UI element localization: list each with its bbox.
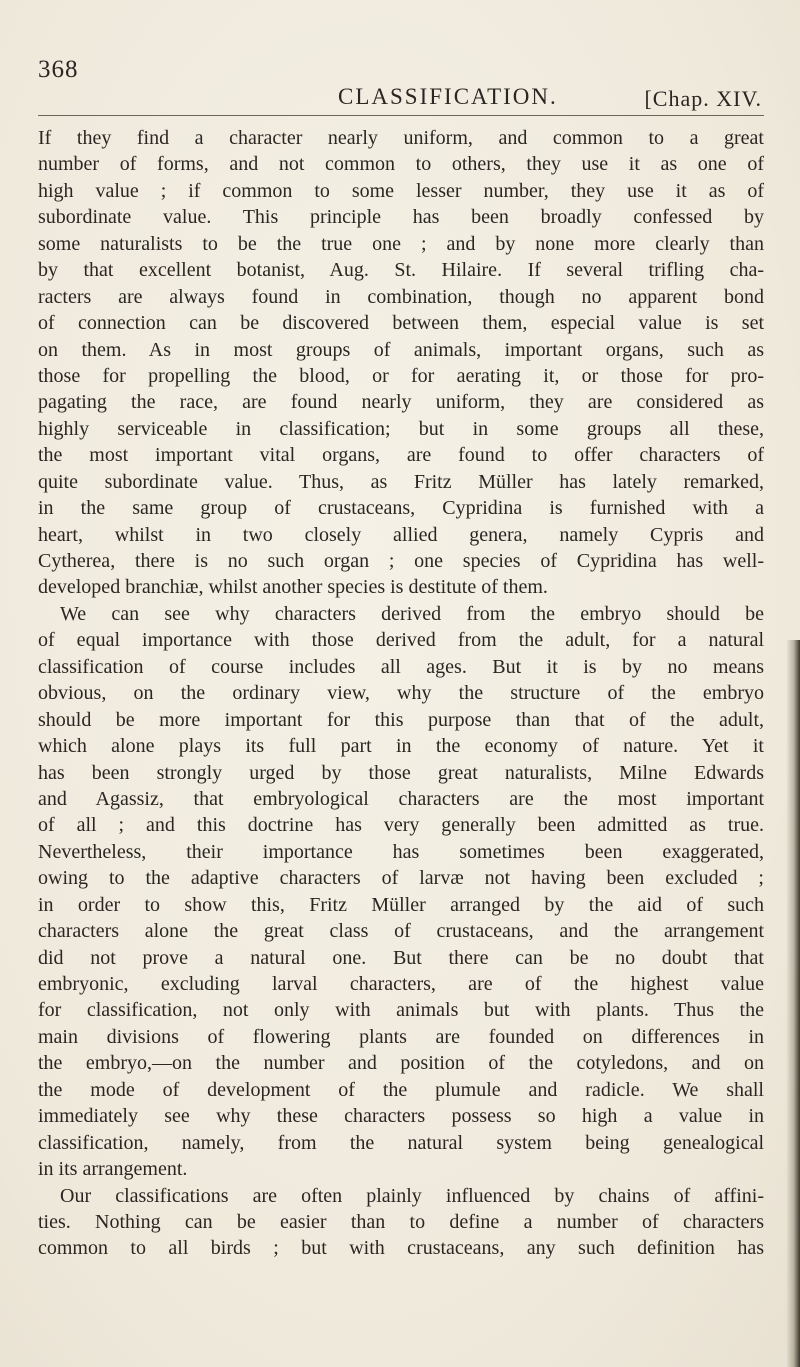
text-line: high value ; if common to some lesser number, they use it as of — [38, 179, 764, 202]
text-line: common to all birds ; but with crustaceans, any such definition has — [38, 1237, 764, 1260]
text-line: highly serviceable in classification; but in some groups all these, — [38, 417, 764, 440]
text-line: the mode of development of the plumule and radicle. We shall — [38, 1078, 764, 1101]
text-line: heart, whilst in two closely allied genera, namely Cypris and — [38, 523, 764, 546]
text-line: embryonic, excluding larval characters, are of the highest value — [38, 973, 764, 995]
page-header — [38, 58, 764, 110]
text-line: If they find a character nearly uniform, and common to a great — [38, 127, 764, 149]
text-line: of equal importance with those derived from the adult, for a natural — [38, 629, 764, 652]
text-line: We can see why characters derived from the embryo should be — [60, 602, 764, 625]
text-line: has been strongly urged by those great naturalists, Milne Edwards — [38, 761, 764, 784]
text-line: quite subordinate value. Thus, as Fritz Müller has lately remarked, — [38, 470, 764, 493]
text-line: classification of course includes all ages. But it is by no means — [38, 655, 764, 678]
text-line: number of forms, and not common to others, they use it as one of — [38, 153, 764, 176]
text-line: by that excellent botanist, Aug. St. Hilaire. If several trifling cha- — [38, 259, 764, 282]
text-line: pagating the race, are found nearly uniform, they are considered as — [38, 391, 764, 414]
text-line: racters are always found in combination, though no apparent bond — [38, 285, 764, 308]
text-line: which alone plays its full part in the economy of nature. Yet it — [38, 735, 764, 758]
text-line: main divisions of flowering plants are founded on differences in — [38, 1025, 764, 1048]
text-line: Cytherea, there is no such organ ; one species of Cypridina has well- — [38, 550, 764, 572]
text-line: immediately see why these characters possess so high a value in — [38, 1105, 764, 1128]
text-line: in the same group of crustaceans, Cypridina is furnished with a — [38, 497, 764, 520]
page-edge-shadow — [786, 640, 800, 1367]
page-number: 368 — [38, 56, 79, 83]
text-line: the embryo,—on the number and position of the cotyledons, and on — [38, 1052, 764, 1075]
running-title: CLASSIFICATION. — [338, 84, 558, 109]
text-line: the most important vital organs, are found to offer characters of — [38, 444, 764, 467]
text-line: for classification, not only with animals but with plants. Thus the — [38, 999, 764, 1022]
text-line: developed branchiæ, whilst another species is destitute of them. — [38, 576, 548, 599]
text-line: owing to the adaptive characters of larvæ not having been excluded ; — [38, 867, 764, 890]
text-line: some naturalists to be the true one ; and by none more clearly than — [38, 232, 764, 255]
text-line: classification, namely, from the natural system being genealogical — [38, 1131, 764, 1154]
text-line: and Agassiz, that embryological characters are the most important — [38, 787, 764, 810]
text-line: Our classifications are often plainly influenced by chains of affini- — [60, 1184, 764, 1207]
text-line: of all ; and this doctrine has very generally been admitted as true. — [38, 814, 764, 837]
chapter-label: [Chap. XIV. — [644, 86, 762, 111]
text-line: should be more important for this purpose than that of the adult, — [38, 708, 764, 731]
text-line: obvious, on the ordinary view, why the structure of the embryo — [38, 682, 764, 705]
text-line: of connection can be discovered between them, especial value is set — [38, 312, 764, 335]
text-line: in order to show this, Fritz Müller arranged by the aid of such — [38, 893, 764, 916]
text-line: on them. As in most groups of animals, important organs, such as — [38, 338, 764, 361]
header-rule — [38, 115, 764, 116]
text-line: Nevertheless, their importance has sometimes been exaggerated, — [38, 840, 764, 863]
text-line: subordinate value. This principle has been broadly confessed by — [38, 206, 764, 229]
text-line: did not prove a natural one. But there can be no doubt that — [38, 946, 764, 969]
body-text — [38, 125, 764, 1262]
text-line: characters alone the great class of crustaceans, and the arrangement — [38, 920, 764, 943]
text-line: in its arrangement. — [38, 1158, 188, 1181]
text-line: those for propelling the blood, or for aerating it, or those for pro- — [38, 364, 764, 387]
text-line: ties. Nothing can be easier than to define a number of characters — [38, 1210, 764, 1233]
